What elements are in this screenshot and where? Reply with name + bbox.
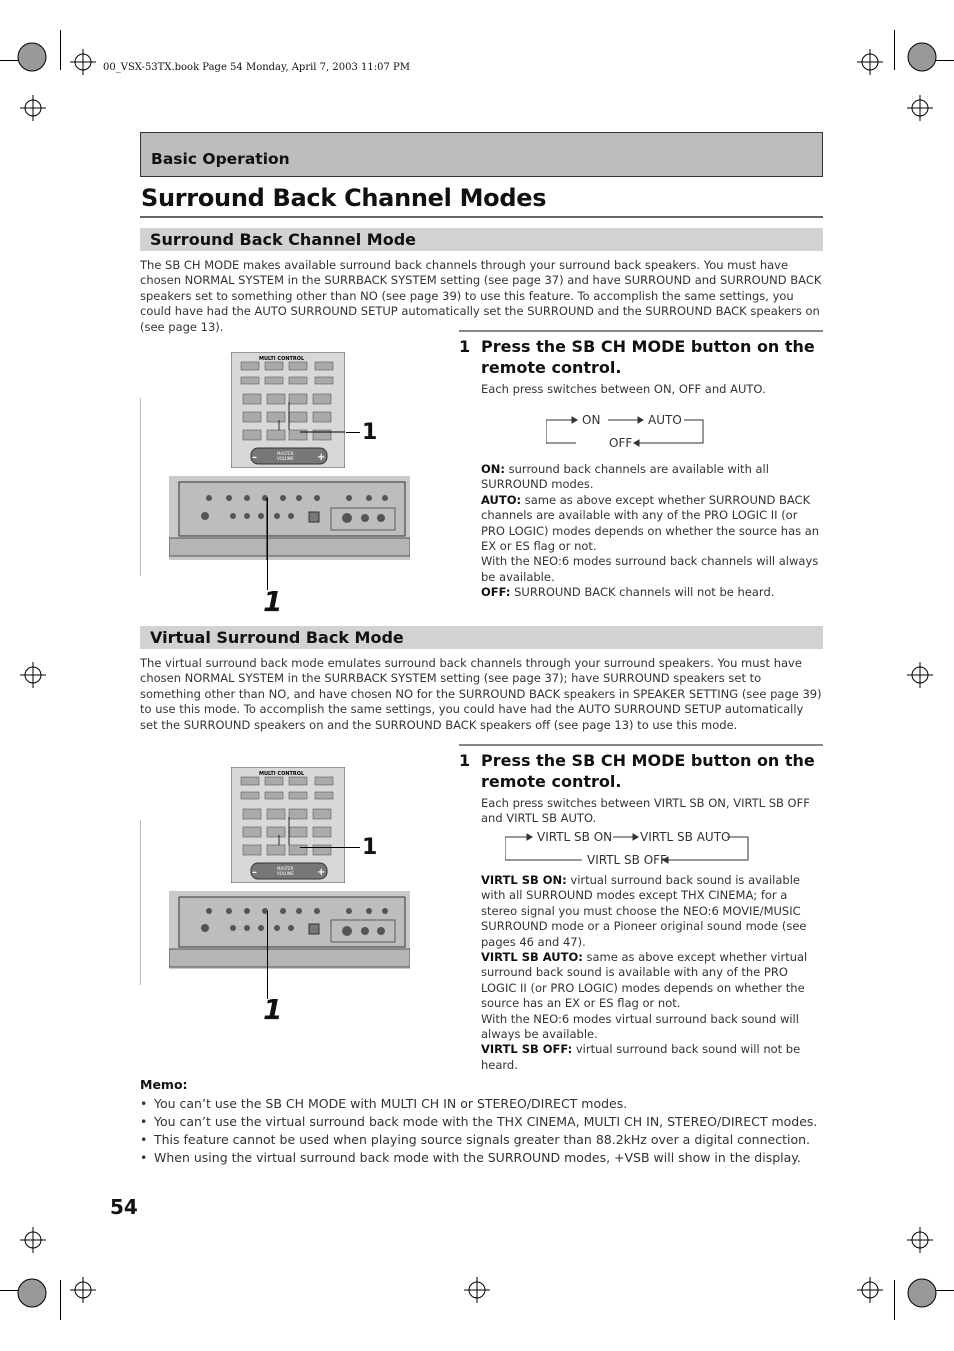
remote-callout-number-2: 1	[362, 835, 378, 860]
panel-callout-line	[267, 498, 268, 590]
remote-multi-control-label-2: MULTI CONTROL	[259, 771, 305, 777]
virtual-mode-cycle-diagram	[505, 827, 750, 867]
margin-rule	[140, 398, 141, 576]
panel-callout-line-2	[267, 911, 268, 999]
step-number-2: 1	[459, 751, 471, 770]
title-rule	[140, 216, 823, 218]
print-header: 00_VSX-53TX.book Page 54 Monday, April 7, 2003 11:07 PM	[103, 62, 410, 73]
memo-list	[140, 1095, 823, 1166]
step-number: 1	[459, 337, 471, 356]
sb-heading: Surround Back Channel Mode	[150, 230, 417, 249]
step-rule	[459, 330, 823, 332]
front-panel-illustration	[169, 476, 410, 560]
page-title: Surround Back Channel Modes	[141, 184, 547, 212]
remote-callout-number: 1	[362, 420, 378, 445]
definition-neo6: With the NEO:6 modes surround back channels will always be available.	[481, 554, 819, 584]
margin-rule-2	[140, 820, 141, 985]
definition-auto: AUTO: same as above except whether SURROUND BACK channels are available with any of the PRO LOGIC II (or PRO LOGIC) modes depends on whether the source has an EX or ES flag or not.	[481, 492, 820, 554]
step-instruction: Press the SB CH MODE button on the remote control.	[481, 337, 815, 377]
remote-control-graphic	[231, 352, 345, 468]
svg-text:+: +	[317, 452, 326, 463]
svg-text:–: –	[252, 452, 257, 463]
sb-intro: The SB CH MODE makes available surround back channels through your surround back speakers. You must have chosen NORMAL SYSTEM in the SURRBACK SYSTEM setting (see page 37) and have SURROUND and SURROUND BACK speakers set to something other than NO (see page 39) to use this feature. To accomplish the same settings, you could have had the AUTO SURROUND SETUP automatically set the SURROUND and the SURROUND BACK speakers on (see page 13).	[140, 258, 822, 334]
vsb-intro: The virtual surround back mode emulates surround back channels through your surround speakers. You must have chosen NORMAL SYSTEM in the SURRBACK SYSTEM setting (see page 37); have SURROUND speakers set to something other than NO, and have chosen NO for the SURROUND BACK speakers in SPEAKER SETTING (see page 39) to use this mode. To accomplish the same settings, you could have had the AUTO SURROUND SETUP automatically set the SURROUND speakers on and the SURROUND BACK speakers off (see page 13) to use this mode.	[140, 656, 822, 732]
front-panel-graphic-2	[169, 891, 410, 969]
remote-multi-control-label: MULTI CONTROL	[259, 356, 305, 362]
vsb-heading: Virtual Surround Back Mode	[150, 628, 404, 647]
vsb-heading-bar	[140, 626, 823, 649]
step-note-2: Each press switches between VIRTL SB ON, VIRTL SB OFF and VIRTL SB AUTO.	[481, 796, 810, 826]
mode-definitions	[481, 462, 821, 601]
svg-text:VOLUME: VOLUME	[277, 456, 294, 461]
step-rule-2	[459, 744, 823, 746]
cycle-auto: AUTO	[648, 413, 682, 427]
memo-item: • You can’t use the SB CH MODE with MULTI CH IN or STEREO/DIRECT modes.	[140, 1096, 628, 1111]
memo-item: • When using the virtual surround back mode with the SURROUND modes, +VSB will show in the display.	[140, 1150, 801, 1165]
svg-text:MASTER: MASTER	[277, 866, 294, 871]
cycle-virtl-sb-auto: VIRTL SB AUTO	[640, 830, 731, 844]
section-bar	[140, 132, 823, 177]
svg-text:–: –	[252, 867, 257, 878]
virtual-mode-definitions	[481, 873, 821, 1073]
definition-on: ON: surround back channels are available with all SURROUND modes.	[481, 462, 769, 492]
remote-illustration-2	[231, 767, 345, 883]
front-panel-illustration-2	[169, 891, 410, 969]
remote-callout-line	[346, 432, 360, 433]
svg-text:VOLUME: VOLUME	[277, 871, 294, 876]
svg-text:MASTER: MASTER	[277, 451, 294, 456]
definition-virtual-neo6: With the NEO:6 modes virtual surround back sound will always be available.	[481, 1011, 799, 1042]
step-note: Each press switches between ON, OFF and AUTO.	[481, 382, 766, 396]
step-instruction-2: Press the SB CH MODE button on the remote control.	[481, 751, 815, 791]
cycle-virtl-sb-off: VIRTL SB OFF	[587, 853, 667, 867]
cycle-virtl-sb-on: VIRTL SB ON	[537, 830, 613, 844]
panel-callout-number-2: 1	[263, 993, 283, 1026]
definition-off: OFF: SURROUND BACK channels will not be heard.	[481, 585, 775, 600]
front-panel-graphic	[169, 476, 410, 560]
panel-callout-number: 1	[263, 585, 283, 618]
mode-cycle-diagram	[546, 410, 706, 450]
definition-virtl-sb-on: VIRTL SB ON: virtual surround back sound is available with all SURROUND modes except THX CINEMA; for a stereo signal you must choose the NEO:6 MOVIE/MUSIC SURROUND mode or a Pioneer original sound mode (see pages 46 and 47).	[481, 873, 807, 949]
cycle-off: OFF	[609, 436, 633, 450]
svg-text:+: +	[317, 867, 326, 878]
definition-virtl-sb-auto: VIRTL SB AUTO: same as above except whether virtual surround back sound is available with any of the PRO LOGIC II (or PRO LOGIC) modes depends on whether the source has an EX or ES flag or not.	[481, 950, 808, 1011]
definition-virtl-sb-off: VIRTL SB OFF: virtual surround back sound will not be heard.	[481, 1042, 801, 1072]
sb-heading-bar	[140, 228, 823, 251]
cycle-on: ON	[582, 413, 601, 427]
memo-item: • This feature cannot be used when playing source signals greater than 88.2kHz over a digital connection.	[140, 1132, 810, 1147]
page-number: 54	[110, 1195, 138, 1219]
memo-label: Memo:	[140, 1077, 188, 1092]
remote-illustration	[231, 352, 345, 468]
remote-callout-line-2	[300, 847, 360, 848]
remote-control-graphic-2	[231, 767, 345, 883]
section-label: Basic Operation	[151, 150, 290, 168]
memo-item: • You can’t use the virtual surround back mode with the THX CINEMA, MULTI CH IN, STEREO/DIRECT modes.	[140, 1114, 818, 1129]
